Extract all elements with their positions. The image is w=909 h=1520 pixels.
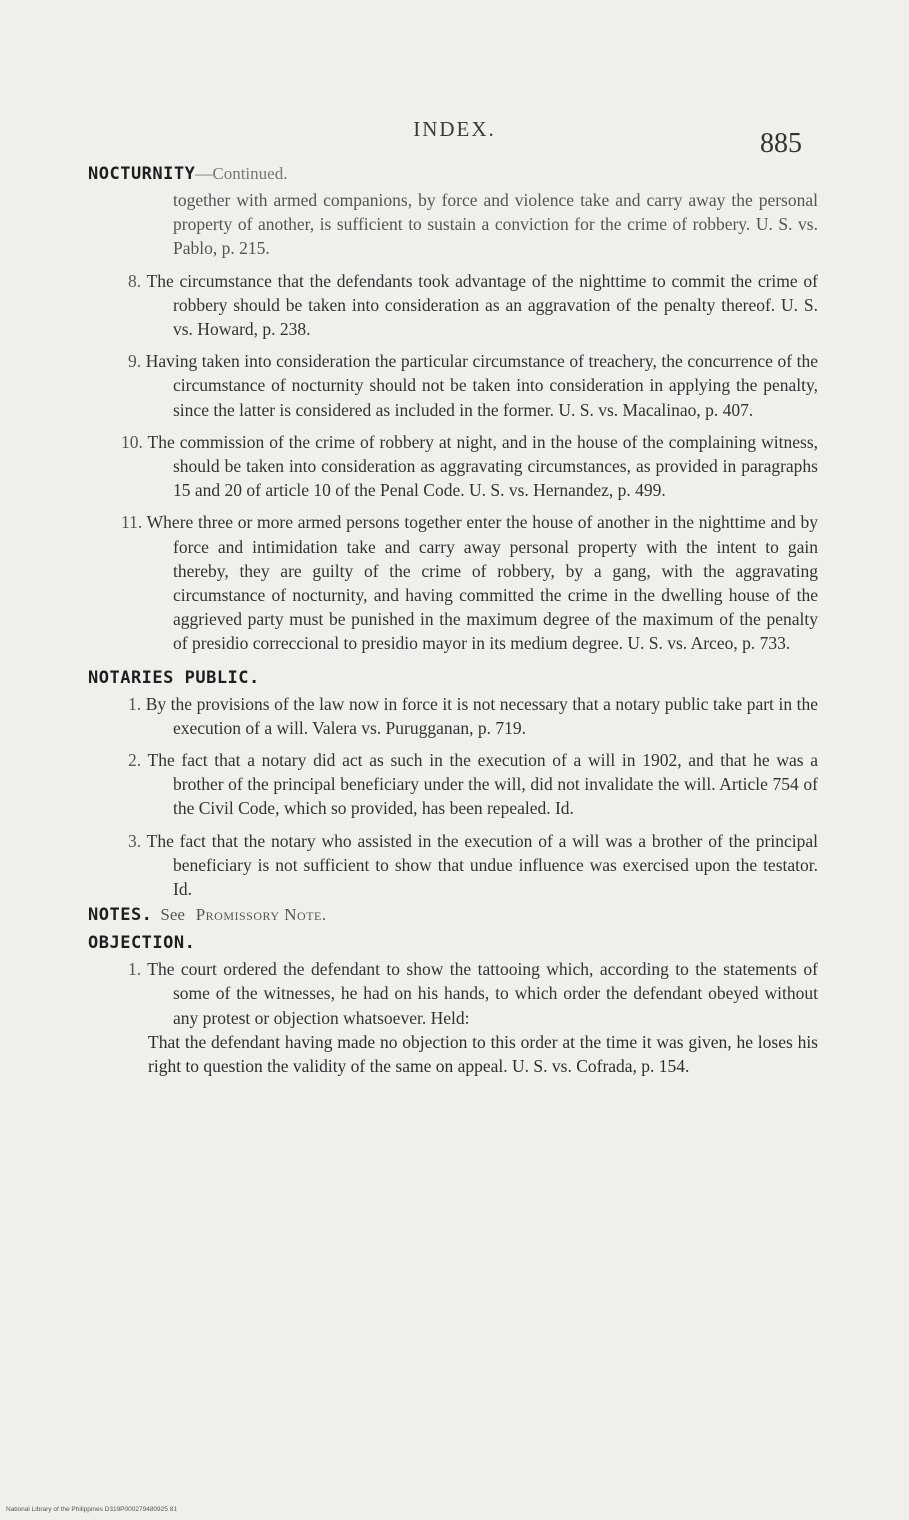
- nocturnity-entry-10: 10. The commission of the crime of robbery at night, and in the house of the complaining witness, should be taken into consideration as aggravating circumstances, as provided in paragraphs 15 and 20 of article 10 of the Penal Code. U. S. vs. Hernandez, p. 499.: [121, 431, 818, 501]
- nocturnity-entry-9: 9. Having taken into consideration the particular circumstance of treachery, the concurrence of the circumstance of nocturnity should not be taken into consideration in applying the penalty, since the latter is considered as included in the former. U. S. vs. Macalinao, p. 407.: [128, 351, 818, 420]
- nocturnity-entry-8: 8. The circumstance that the defendants took advantage of the nighttime to commit the crime of robbery should be taken into consideration as an aggravation of the penalty thereof. U. S. vs. Howard, p. 238.: [128, 270, 818, 340]
- objection-entry-1: 1. The court ordered the defendant to show the tattooing which, according to the statements of some of the witnesses, he had on his hands, to which order the defendant obeyed without any protest or objection whatsoever. Held:: [128, 959, 818, 1028]
- cross-reference-link[interactable]: Promissory Note.: [195, 905, 327, 925]
- heading-notes-label: NOTES.: [88, 905, 153, 926]
- heading-nocturnity: [88, 160, 818, 188]
- running-head: INDEX.: [413, 117, 496, 141]
- index-content: [88, 160, 818, 1078]
- nocturnity-entry-11: 11. Where three or more armed persons together enter the house of another in the nighttime and by force and intimidation take and carry away personal property with the intent to gain thereby, they are guilty of the crime of robbery, by a gang, with the aggravating circumstance of nocturnity, and having committed the crime in the dwelling house of the aggrieved party must be punished in the maximum degree of the maximum of the penalty of presidio correccional to presidio mayor in its medium degree. U. S. vs. Arceo, p. 733.: [121, 512, 818, 654]
- footer-credit: National Library of the Philippines D319P000279480925 81: [6, 1506, 177, 1513]
- heading-notaries-public: NOTARIES PUBLIC.: [88, 667, 260, 688]
- continued-label: —Continued.: [195, 164, 288, 183]
- nocturnity-continued-text: together with armed companions, by force and violence take and carry away the personal property of another, is sufficient to sustain a conviction for the crime of robbery. U. S. vs. Pablo, p. 215.: [173, 190, 818, 259]
- heading-notes: [88, 901, 818, 929]
- objection-held-text: That the defendant having made no objection to this order at the time it was given, he loses his right to question the validity of the same on appeal. U. S. vs. Cofrada, p. 154.: [148, 1031, 818, 1077]
- notaries-entry-1: 1. By the provisions of the law now in force it is not necessary that a notary public take part in the execution of a will. Valera vs. Purugganan, p. 719.: [128, 693, 819, 738]
- notaries-entry-3: 3. The fact that the notary who assisted in the execution of a will was a brother of the principal beneficiary is not sufficient to show that undue influence was exercised upon the testator. Id.: [128, 830, 818, 900]
- see-label: See: [160, 905, 185, 925]
- heading-objection: OBJECTION.: [88, 933, 196, 954]
- heading-nocturnity-label: NOCTURNITY: [88, 164, 196, 184]
- page-number: 885: [760, 128, 802, 159]
- notaries-entry-2: 2. The fact that a notary did act as such in the execution of a will in 1902, and that he was a brother of the principal beneficiary under the will, did not invalidate the will. Article 754 of the Civil Code, which so provided, has been repealed. Id.: [128, 750, 818, 819]
